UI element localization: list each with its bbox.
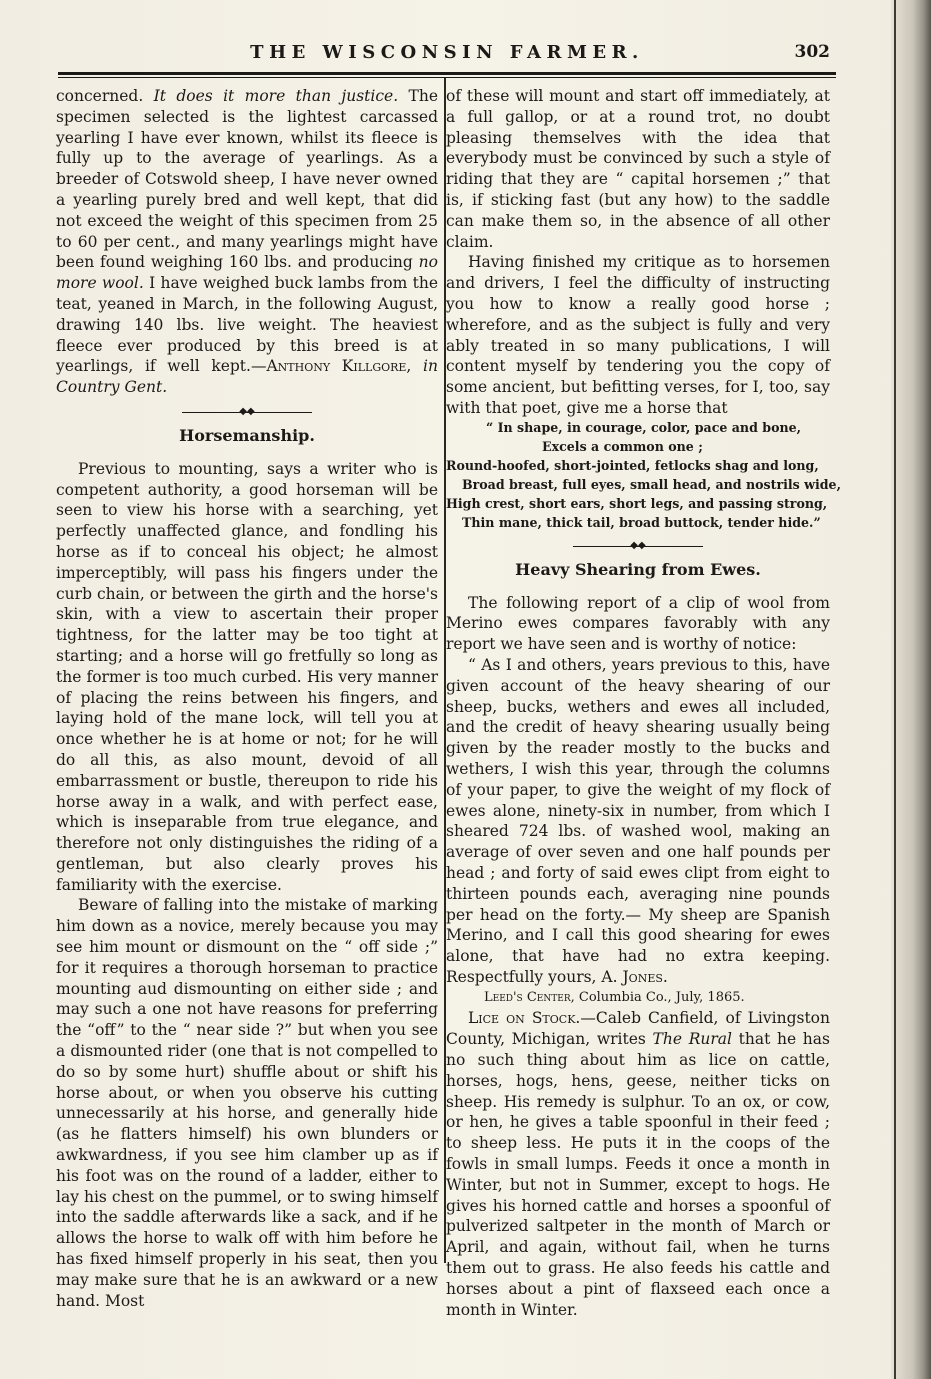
article-paragraph	[446, 655, 830, 988]
verse-line: High crest, short ears, short legs, and passing strong,	[446, 495, 828, 511]
article-paragraph	[446, 1008, 830, 1320]
dateline-date: Columbia Co., July, 1865.	[578, 989, 745, 1005]
text-span: that he has no such thing about him as lice on cattle, horses, hogs, hens, geese, neither ticks on sheep. His remedy is sulphur. To an ox, or cow, or hen, he gives a table spoonful in their feed ; to sheep less. He puts it in the coops of the fowls in small lumps. Feeds it once a month in Winter, but not in Summer, except to hogs. He gives his horned cattle and horses a spoonful of pulverized saltpeter in the month of March or April, and again, without fail, when he turns them out to grass. He also feeds his cattle and horses about a pint of flaxseed each once a month in Winter.	[446, 1030, 830, 1319]
verse-line: Broad breast, full eyes, small head, and nostrils wide,	[462, 476, 841, 492]
signature: A. Jones.	[601, 967, 668, 986]
right-column	[446, 86, 841, 1320]
dateline-place: Leed's Center,	[484, 989, 575, 1005]
italic-text: It does it more than justice.	[153, 87, 399, 105]
page-number: 302	[794, 42, 830, 62]
quote-text: “ As I and others, years previous to this, have given account of the heavy shearing of our sheep, bucks, wethers and ewes all included, and the credit of heavy shearing usually being given by the reader mostly to the bucks and wethers, I wish this year, through the columns of your paper, to give the weight of my flock of ewes alone, ninety-six in number, from which I sheared 724 lbs. of washed wool, making an average of over seven and one half pounds per head ; and forty of said ewes clipt from eight to thirteen pounds each, averaging nine pounds per head on the forty.— My sheep are Spanish Merino, and I call this good shearing for ewes alone, that have had no extra keeping. Respectfully yours,	[446, 655, 830, 986]
page-edge-line	[894, 0, 896, 1379]
verse-line: “ In shape, in courage, color, pace and bone,	[486, 419, 802, 435]
article-paragraph: Having finished my critique as to horsemen and drivers, I feel the difficulty of instructing you how to know a really good horse ; wherefore, and as the subject is fully and very ably treated in so many publications, I will content myself by tendering you the copy of some ancient, but befitting verses, for I, too, say with that poet, give me a horse that	[446, 253, 830, 417]
lead-in: Lice on Stock.	[468, 1009, 581, 1028]
page-header	[58, 40, 836, 66]
italic-text: no more wool.	[56, 253, 438, 293]
verse-block	[446, 418, 841, 532]
continued-paragraph: of these will mount and start off immediately, at a full gallop, or at a round trot, no doubt pleasing themselves with the idea that everybody must be convinced by such a style of riding that they are “ capital horsemen ;” that is, if sticking fast (but any how) to the saddle can make them so, in the absence of all other claim.	[446, 87, 830, 251]
text-span: The specimen selected is the lightest carcassed yearling I have ever known, whilst its fleece is fully up to the average of yearlings. As a breeder of Cotswold sheep, I have never owned a yearling purely bred and well kept, that did not exceed the weight of this specimen from 25 to 60 per cent., and many yearlings might have been found weighing 160 lbs. and producing	[56, 87, 439, 272]
section-separator: ◆◆	[56, 402, 438, 424]
publication-name: The Rural	[652, 1030, 732, 1049]
verse-line: Thin mane, thick tail, broad buttock, tender hide.”	[462, 514, 821, 530]
header-rule-thick	[58, 72, 836, 75]
left-column	[56, 86, 438, 1311]
text-span: I have weighed buck lambs from the teat, yeaned in March, in the following August, drawing 140 lbs. live weight. The heaviest fleece ever produced by this breed is at yearlings, if well kept.—	[56, 274, 438, 376]
continued-paragraph	[56, 86, 438, 398]
section-title-shearing: Heavy Shearing from Ewes.	[515, 559, 761, 579]
author-name: Anthony Killgore,	[266, 357, 412, 376]
article-paragraph: The following report of a clip of wool from Merino ewes compares favorably with any report we have seen and is worthy of notice:	[446, 593, 830, 654]
section-title-horsemanship: Horsemanship.	[179, 425, 315, 445]
page-binding-edge	[891, 0, 931, 1379]
dateline	[446, 988, 830, 1009]
section-separator: ◆◆	[446, 536, 830, 558]
article-paragraph: Previous to mounting, says a writer who is competent authority, a good horseman will be seen to view his horse with a searching, yet perfectly unaffected glance, and fondling his horse as if to conceal his object; he almost imperceptibly, will pass his fingers under the curb chain, or between the girth and the horse's skin, with a view to ascertain their proper tightness, for the latter may be too tight at starting; and a horse will go fretfully so long as the former is too much curbed. His very manner of placing the reins between his fingers, and laying hold of the mane lock, will tell you at once whether he is at home or not; for he will do all this, as also mount, devoid of all embarrassment or bustle, thereupon to ride his horse away in a walk, and with perfect ease, which is inseparable from true elegance, and therefore not only distinguishes the riding of a gentleman, but also clearly proves his familiarity with the exercise.	[56, 459, 438, 894]
article-paragraph: Beware of falling into the mistake of marking him down as a novice, merely because you may see him mount or dismount on the “ off side ;” for it requires a thorough horseman to practice mounting aud dismounting on either side ; and may such a one not have reasons for preferring the “off” to the “ near side ?” but when you see a dismounted rider (one that is not compelled to do so by some hurt) shuffle about or shift his horse about, or when you observe his cutting unnecessarily at his horse, and generally hide (as he flatters himself) his own blunders or awkwardness, if you see him clamber up as if his foot was on the round of a ladder, either to lay his chest on the pummel, or to swing himself into the saddle afterwards like a sack, and if he allows the horse to walk off with him before he has fixed himself properly in his seat, then you may make sure that he is an awkward or a new hand. Most	[56, 896, 438, 1310]
text-span: —Caleb Canfield, of Livingston County, Michigan, writes	[446, 1009, 830, 1049]
header-rule-thin	[58, 77, 836, 78]
source-citation: in Country Gent.	[56, 357, 438, 397]
text-span: concerned.	[56, 87, 144, 105]
verse-line: Round-hoofed, short-jointed, fetlocks shag and long,	[446, 457, 819, 473]
masthead-title: THE WISCONSIN FARMER.	[250, 42, 644, 63]
verse-line: Excels a common one ;	[542, 438, 703, 454]
